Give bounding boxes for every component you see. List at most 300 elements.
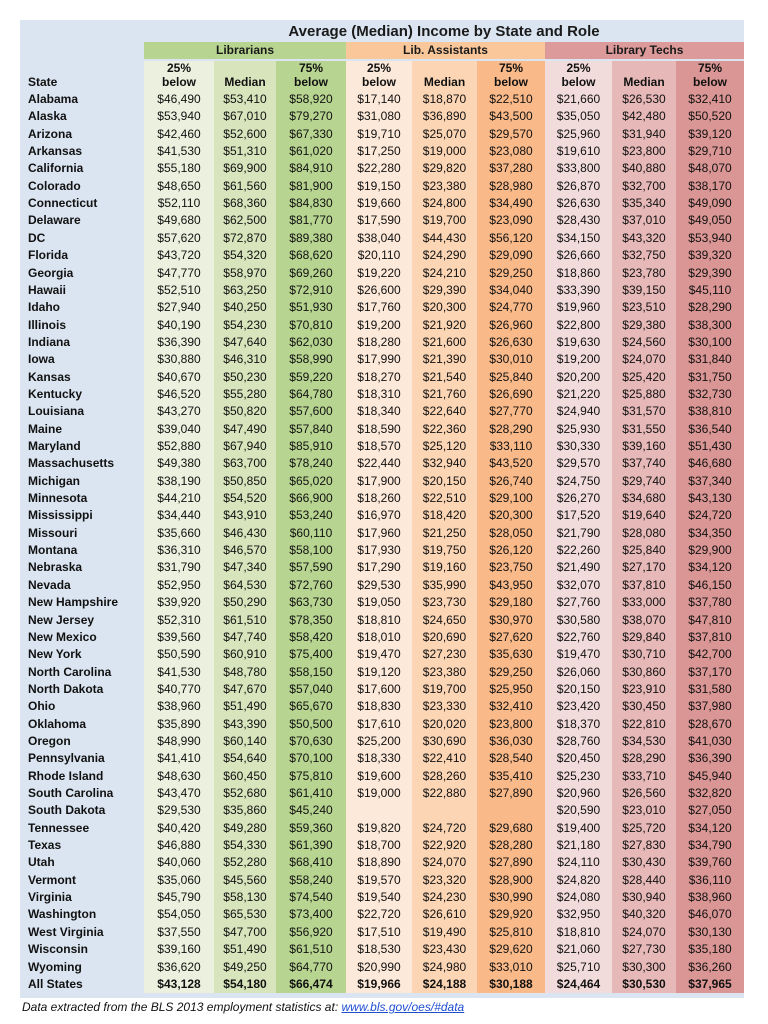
state-name: Montana bbox=[28, 543, 78, 558]
income-cell: $23,430 bbox=[422, 942, 467, 957]
income-cell: $68,360 bbox=[223, 196, 267, 211]
income-cell: $21,390 bbox=[422, 352, 467, 367]
table-title: Average (Median) Income by State and Role bbox=[288, 23, 600, 40]
state-name: Arkansas bbox=[28, 144, 83, 159]
income-cell: $26,960 bbox=[489, 317, 533, 332]
income-cell: $25,200 bbox=[357, 733, 401, 748]
income-cell: $72,910 bbox=[289, 282, 333, 297]
income-cell: $31,550 bbox=[622, 421, 666, 436]
income-cell: $36,890 bbox=[422, 109, 467, 124]
income-cell: $24,820 bbox=[556, 872, 601, 887]
income-cell: $36,620 bbox=[157, 959, 201, 974]
income-cell: $27,760 bbox=[556, 595, 601, 610]
income-cell: $53,240 bbox=[289, 508, 333, 523]
income-cell: $46,570 bbox=[223, 543, 267, 558]
income-cell: $61,410 bbox=[289, 786, 333, 800]
income-cell: $24,770 bbox=[489, 300, 533, 315]
income-cell: $30,100 bbox=[688, 334, 732, 349]
income-cell: $22,510 bbox=[422, 491, 467, 506]
source-link[interactable]: www.bls.gov/oes/#data bbox=[341, 1000, 465, 1014]
state-name: Oklahoma bbox=[28, 716, 87, 731]
income-cell: $35,990 bbox=[422, 577, 467, 592]
income-cell: $22,800 bbox=[556, 317, 601, 332]
income-cell: $65,670 bbox=[289, 699, 333, 714]
income-cell: $18,590 bbox=[357, 421, 401, 436]
income-cell: $30,430 bbox=[622, 855, 666, 870]
income-cell: $28,430 bbox=[556, 213, 601, 228]
income-cell: $29,390 bbox=[422, 282, 467, 297]
income-cell: $48,630 bbox=[157, 768, 201, 783]
income-cell: $36,540 bbox=[688, 421, 732, 436]
table-row bbox=[0, 837, 768, 854]
income-cell: $64,770 bbox=[289, 959, 333, 974]
income-cell: $58,920 bbox=[289, 92, 333, 106]
income-cell: $67,940 bbox=[223, 439, 267, 453]
income-cell: $24,080 bbox=[556, 890, 601, 905]
income-cell: $52,880 bbox=[157, 439, 201, 453]
table-row bbox=[0, 889, 768, 906]
income-cell: $30,580 bbox=[556, 612, 601, 627]
income-cell: $37,810 bbox=[622, 577, 666, 592]
income-cell: $27,730 bbox=[622, 942, 666, 957]
table-row bbox=[0, 750, 768, 767]
income-cell: $50,820 bbox=[223, 404, 267, 419]
state-name: Missouri bbox=[28, 525, 78, 540]
income-cell: $21,490 bbox=[556, 560, 601, 575]
income-cell: $23,380 bbox=[422, 178, 467, 193]
income-cell: $24,720 bbox=[688, 508, 732, 523]
income-cell: $20,300 bbox=[489, 508, 533, 523]
income-cell: $33,000 bbox=[622, 595, 666, 610]
income-cell: $58,990 bbox=[289, 352, 333, 367]
income-cell: $34,120 bbox=[688, 560, 732, 575]
income-cell: $22,280 bbox=[357, 161, 401, 176]
income-cell: $28,670 bbox=[688, 716, 732, 731]
income-cell: $89,380 bbox=[289, 230, 333, 245]
income-cell: $30,970 bbox=[489, 612, 533, 627]
state-name: Wisconsin bbox=[28, 942, 88, 957]
table-row bbox=[0, 386, 768, 403]
income-cell: $46,490 bbox=[157, 92, 201, 106]
income-cell: $20,960 bbox=[556, 786, 601, 800]
income-cell: $39,560 bbox=[157, 629, 201, 644]
income-cell: $26,630 bbox=[556, 196, 601, 211]
income-cell: $19,220 bbox=[357, 265, 401, 280]
income-cell: $23,910 bbox=[622, 681, 666, 696]
state-name: Pennsylvania bbox=[28, 751, 105, 766]
income-cell: $52,510 bbox=[157, 282, 201, 297]
income-cell: $52,680 bbox=[223, 786, 267, 800]
column-header: Median bbox=[423, 75, 466, 89]
income-cell: $30,010 bbox=[489, 352, 533, 367]
table-row bbox=[0, 507, 768, 524]
income-cell: $34,150 bbox=[556, 230, 601, 245]
income-cell: $19,470 bbox=[556, 647, 601, 662]
income-cell: $40,770 bbox=[157, 681, 201, 696]
table-row bbox=[0, 577, 768, 594]
income-cell: $35,180 bbox=[688, 942, 732, 957]
state-name: Rhode Island bbox=[28, 768, 104, 783]
table-row bbox=[0, 369, 768, 386]
income-cell: $28,900 bbox=[489, 872, 533, 887]
income-cell: $30,450 bbox=[622, 699, 666, 714]
income-cell: $31,750 bbox=[688, 369, 732, 384]
table-row bbox=[0, 612, 768, 629]
income-cell: $56,920 bbox=[289, 924, 333, 939]
income-cell: $39,320 bbox=[688, 248, 732, 263]
income-cell: $32,410 bbox=[489, 699, 533, 714]
income-cell: $38,300 bbox=[688, 317, 732, 332]
income-cell: $40,320 bbox=[622, 907, 666, 922]
income-cell: $40,880 bbox=[622, 161, 666, 176]
income-cell: $33,800 bbox=[556, 161, 601, 176]
income-cell: $29,530 bbox=[157, 803, 201, 818]
source-footer bbox=[22, 998, 742, 1016]
income-cell: $49,380 bbox=[157, 456, 201, 471]
income-cell: $44,430 bbox=[422, 230, 467, 245]
state-name: Nebraska bbox=[28, 560, 83, 575]
income-cell: $37,010 bbox=[622, 213, 666, 228]
income-cell: $41,030 bbox=[688, 733, 732, 748]
state-name: Minnesota bbox=[28, 491, 88, 506]
income-cell: $37,780 bbox=[688, 595, 732, 610]
income-cell: $24,650 bbox=[422, 612, 467, 627]
income-cell: $26,530 bbox=[622, 92, 666, 106]
income-cell: $26,610 bbox=[422, 907, 467, 922]
income-cell: $52,600 bbox=[223, 126, 267, 141]
income-cell: $46,880 bbox=[157, 838, 201, 853]
income-cell: $50,520 bbox=[688, 109, 732, 124]
state-name: Virginia bbox=[28, 890, 72, 905]
income-cell: $35,630 bbox=[489, 647, 533, 662]
income-cell: $39,920 bbox=[157, 595, 201, 610]
income-cell: $19,160 bbox=[422, 560, 467, 575]
income-cell: $46,310 bbox=[223, 352, 267, 367]
income-cell: $33,710 bbox=[622, 768, 666, 783]
income-cell: $37,740 bbox=[622, 456, 666, 471]
income-cell: $79,270 bbox=[289, 109, 333, 124]
table-row bbox=[0, 594, 768, 611]
column-header: 75% below bbox=[692, 61, 727, 89]
state-name: Washington bbox=[28, 907, 97, 922]
income-cell: $59,220 bbox=[289, 369, 333, 384]
income-cell: $19,630 bbox=[556, 334, 601, 349]
table-row bbox=[0, 872, 768, 889]
income-cell: $65,020 bbox=[289, 473, 333, 488]
income-cell: $54,320 bbox=[223, 248, 267, 263]
income-cell: $61,560 bbox=[223, 178, 267, 193]
income-cell bbox=[412, 802, 477, 819]
income-cell: $43,520 bbox=[489, 456, 533, 471]
income-cell: $29,090 bbox=[489, 248, 533, 263]
income-cell: $20,150 bbox=[422, 473, 467, 488]
income-cell: $22,410 bbox=[422, 751, 467, 766]
income-cell: $60,110 bbox=[289, 525, 333, 540]
income-cell: $78,240 bbox=[289, 456, 333, 471]
income-cell: $41,530 bbox=[157, 664, 201, 679]
income-cell: $26,120 bbox=[489, 543, 533, 558]
income-cell: $85,910 bbox=[289, 439, 333, 453]
income-cell: $50,590 bbox=[157, 647, 201, 662]
income-cell: $36,110 bbox=[688, 872, 732, 887]
income-cell: $51,490 bbox=[223, 699, 267, 714]
income-cell: $72,760 bbox=[289, 577, 333, 592]
income-cell: $17,510 bbox=[357, 924, 401, 939]
table-row bbox=[0, 160, 768, 177]
income-cell: $38,810 bbox=[688, 404, 732, 419]
income-cell: $33,110 bbox=[489, 439, 533, 453]
income-cell: $19,490 bbox=[422, 924, 467, 939]
income-cell: $73,400 bbox=[289, 907, 333, 922]
income-cell: $39,120 bbox=[688, 126, 732, 141]
income-cell: $58,130 bbox=[223, 890, 267, 905]
income-cell: $17,760 bbox=[357, 300, 401, 315]
state-name: Indiana bbox=[28, 334, 71, 349]
state-name: New Hampshire bbox=[28, 595, 119, 610]
table-row bbox=[0, 681, 768, 698]
income-cell: $53,940 bbox=[688, 230, 732, 245]
income-cell: $17,140 bbox=[357, 92, 401, 106]
state-name: Texas bbox=[28, 838, 62, 853]
income-cell: $19,820 bbox=[357, 820, 401, 835]
income-cell: $78,350 bbox=[289, 612, 333, 627]
income-cell: $24,110 bbox=[557, 855, 600, 870]
income-cell: $25,420 bbox=[622, 369, 666, 384]
income-cell: $19,400 bbox=[556, 820, 601, 835]
income-cell: $29,620 bbox=[489, 942, 533, 957]
income-cell: $28,440 bbox=[622, 872, 666, 887]
state-name: North Carolina bbox=[28, 664, 112, 679]
income-cell: $25,120 bbox=[422, 439, 467, 453]
income-cell: $17,610 bbox=[357, 716, 401, 731]
income-cell: $37,550 bbox=[157, 924, 201, 939]
income-cell: $43,128 bbox=[157, 976, 201, 991]
income-cell: $19,660 bbox=[357, 196, 401, 211]
income-cell: $31,080 bbox=[357, 109, 401, 124]
income-cell: $18,860 bbox=[556, 265, 601, 280]
income-cell: $21,540 bbox=[422, 369, 467, 384]
income-cell: $34,040 bbox=[489, 282, 533, 297]
income-cell: $62,030 bbox=[289, 334, 333, 349]
column-header: Median bbox=[623, 75, 665, 89]
table-row bbox=[0, 421, 768, 438]
income-cell: $28,290 bbox=[688, 300, 732, 315]
state-name: Ohio bbox=[28, 699, 56, 714]
income-cell: $47,340 bbox=[223, 560, 267, 575]
income-cell: $25,720 bbox=[622, 820, 666, 835]
income-cell: $31,790 bbox=[157, 560, 201, 575]
income-cell: $29,100 bbox=[489, 491, 533, 506]
income-cell: $18,330 bbox=[357, 751, 401, 766]
state-name: California bbox=[28, 161, 84, 176]
state-name: Tennessee bbox=[28, 820, 90, 835]
table-row bbox=[0, 178, 768, 195]
state-name: Hawaii bbox=[28, 282, 67, 297]
state-name: Alaska bbox=[28, 109, 67, 124]
income-cell: $24,720 bbox=[422, 820, 467, 835]
table-row bbox=[0, 490, 768, 507]
income-cell: $32,730 bbox=[688, 386, 732, 401]
income-cell: $19,750 bbox=[422, 543, 467, 558]
income-cell: $58,970 bbox=[223, 265, 267, 280]
table-row bbox=[0, 265, 768, 282]
income-cell: $24,800 bbox=[422, 196, 467, 211]
income-cell: $44,210 bbox=[157, 491, 201, 506]
column-header: Median bbox=[224, 75, 266, 89]
income-cell: $23,780 bbox=[622, 265, 666, 280]
income-cell: $50,290 bbox=[223, 595, 267, 610]
income-cell: $75,400 bbox=[289, 647, 333, 662]
income-cell: $26,270 bbox=[556, 491, 601, 506]
income-cell: $35,890 bbox=[157, 716, 201, 731]
income-cell: $19,700 bbox=[422, 681, 467, 696]
income-cell: $40,670 bbox=[157, 369, 201, 384]
income-cell: $57,840 bbox=[289, 421, 333, 436]
income-cell: $41,410 bbox=[157, 751, 201, 766]
income-cell: $19,570 bbox=[357, 872, 401, 887]
income-cell: $81,770 bbox=[289, 213, 333, 228]
income-cell: $28,540 bbox=[489, 751, 533, 766]
income-cell: $53,940 bbox=[157, 109, 201, 124]
income-cell: $21,790 bbox=[556, 525, 601, 540]
table-row bbox=[0, 247, 768, 264]
table-row bbox=[0, 542, 768, 559]
income-cell: $28,980 bbox=[489, 178, 533, 193]
state-name: Idaho bbox=[28, 300, 60, 315]
income-cell: $46,430 bbox=[223, 525, 267, 540]
income-cell: $34,530 bbox=[622, 733, 666, 748]
column-header: 75% below bbox=[293, 61, 328, 89]
income-cell: $20,020 bbox=[422, 716, 467, 731]
income-cell: $39,760 bbox=[688, 855, 732, 870]
income-cell: $17,990 bbox=[357, 352, 401, 367]
income-cell: $34,680 bbox=[622, 491, 666, 506]
income-cell: $38,040 bbox=[357, 230, 401, 245]
income-cell: $23,320 bbox=[422, 872, 467, 887]
income-cell: $52,950 bbox=[157, 577, 201, 592]
table-row bbox=[0, 802, 768, 819]
income-cell: $52,280 bbox=[223, 855, 267, 870]
income-cell: $19,540 bbox=[357, 890, 401, 905]
income-cell: $43,500 bbox=[489, 109, 533, 124]
income-cell: $24,464 bbox=[556, 976, 601, 991]
income-cell: $26,630 bbox=[489, 334, 533, 349]
income-cell: $27,050 bbox=[688, 803, 732, 818]
income-cell: $24,070 bbox=[622, 352, 666, 367]
state-name: West Virginia bbox=[28, 924, 104, 939]
income-cell: $20,450 bbox=[556, 751, 601, 766]
table-row bbox=[0, 698, 768, 715]
state-name: Maine bbox=[28, 421, 63, 436]
income-cell: $28,290 bbox=[489, 421, 533, 436]
income-cell: $57,620 bbox=[157, 230, 201, 245]
table-row bbox=[0, 299, 768, 316]
income-cell: $43,320 bbox=[622, 230, 666, 245]
table-row bbox=[0, 716, 768, 733]
income-cell: $42,460 bbox=[157, 126, 201, 141]
income-cell: $40,420 bbox=[157, 820, 201, 835]
income-cell: $84,910 bbox=[289, 161, 333, 176]
income-cell: $48,990 bbox=[157, 733, 201, 748]
income-cell: $58,420 bbox=[289, 629, 333, 644]
income-cell: $25,930 bbox=[556, 421, 601, 436]
income-cell: $17,960 bbox=[357, 525, 401, 540]
state-name: Nevada bbox=[28, 577, 71, 592]
state-name: Michigan bbox=[28, 473, 81, 488]
table-row bbox=[0, 941, 768, 958]
income-cell bbox=[346, 802, 412, 819]
income-cell: $52,310 bbox=[157, 612, 201, 627]
state-name: New Mexico bbox=[28, 629, 97, 644]
income-cell: $43,130 bbox=[688, 491, 732, 506]
income-cell: $32,750 bbox=[622, 248, 666, 263]
income-cell: $29,380 bbox=[622, 317, 666, 332]
income-cell: $27,770 bbox=[489, 404, 533, 419]
income-cell: $47,490 bbox=[223, 421, 267, 436]
income-cell: $57,590 bbox=[289, 560, 333, 575]
income-cell: $70,810 bbox=[289, 317, 333, 332]
income-cell: $17,520 bbox=[556, 508, 601, 523]
income-cell: $49,050 bbox=[688, 213, 732, 228]
income-cell: $18,810 bbox=[556, 924, 601, 939]
income-cell: $63,730 bbox=[289, 595, 333, 610]
income-cell: $57,040 bbox=[289, 681, 333, 696]
income-cell: $46,150 bbox=[688, 577, 732, 592]
income-cell: $32,820 bbox=[688, 786, 732, 800]
income-cell: $18,010 bbox=[357, 629, 401, 644]
income-cell: $22,260 bbox=[556, 543, 601, 558]
state-column-header: State bbox=[28, 75, 58, 89]
income-cell: $61,390 bbox=[289, 838, 333, 853]
state-name: North Dakota bbox=[28, 681, 104, 696]
income-cell: $49,090 bbox=[688, 196, 732, 211]
income-cell: $37,810 bbox=[688, 629, 732, 644]
income-cell: $70,630 bbox=[289, 733, 333, 748]
income-cell: $22,440 bbox=[357, 456, 401, 471]
column-header: 75% below bbox=[493, 61, 528, 89]
income-cell: $26,560 bbox=[622, 786, 666, 800]
income-cell: $45,560 bbox=[223, 872, 267, 887]
income-cell: $24,230 bbox=[422, 890, 467, 905]
state-name: DC bbox=[28, 230, 46, 245]
income-cell: $36,310 bbox=[157, 543, 201, 558]
income-cell: $34,120 bbox=[688, 820, 732, 835]
income-cell: $42,480 bbox=[622, 109, 666, 124]
income-cell: $61,020 bbox=[289, 144, 333, 159]
income-cell: $20,300 bbox=[422, 300, 467, 315]
state-name: Mississippi bbox=[28, 508, 93, 523]
income-cell: $47,810 bbox=[688, 612, 732, 627]
income-cell: $31,840 bbox=[688, 352, 732, 367]
table-row bbox=[0, 230, 768, 247]
income-cell: $46,520 bbox=[157, 386, 201, 401]
income-cell: $29,570 bbox=[489, 126, 533, 141]
income-cell: $18,890 bbox=[357, 855, 401, 870]
income-cell: $36,260 bbox=[688, 959, 732, 974]
income-cell: $19,600 bbox=[357, 768, 401, 783]
income-cell: $67,330 bbox=[289, 126, 333, 141]
income-cell: $19,700 bbox=[422, 213, 467, 228]
income-cell: $68,410 bbox=[289, 855, 333, 870]
state-name: Alabama bbox=[28, 92, 79, 106]
income-cell: $47,670 bbox=[223, 681, 267, 696]
income-cell: $21,060 bbox=[556, 942, 601, 957]
income-cell: $35,860 bbox=[223, 803, 267, 818]
income-cell: $18,810 bbox=[357, 612, 401, 627]
income-cell: $21,600 bbox=[422, 334, 467, 349]
income-cell: $27,170 bbox=[622, 560, 666, 575]
income-cell: $27,830 bbox=[622, 838, 666, 853]
